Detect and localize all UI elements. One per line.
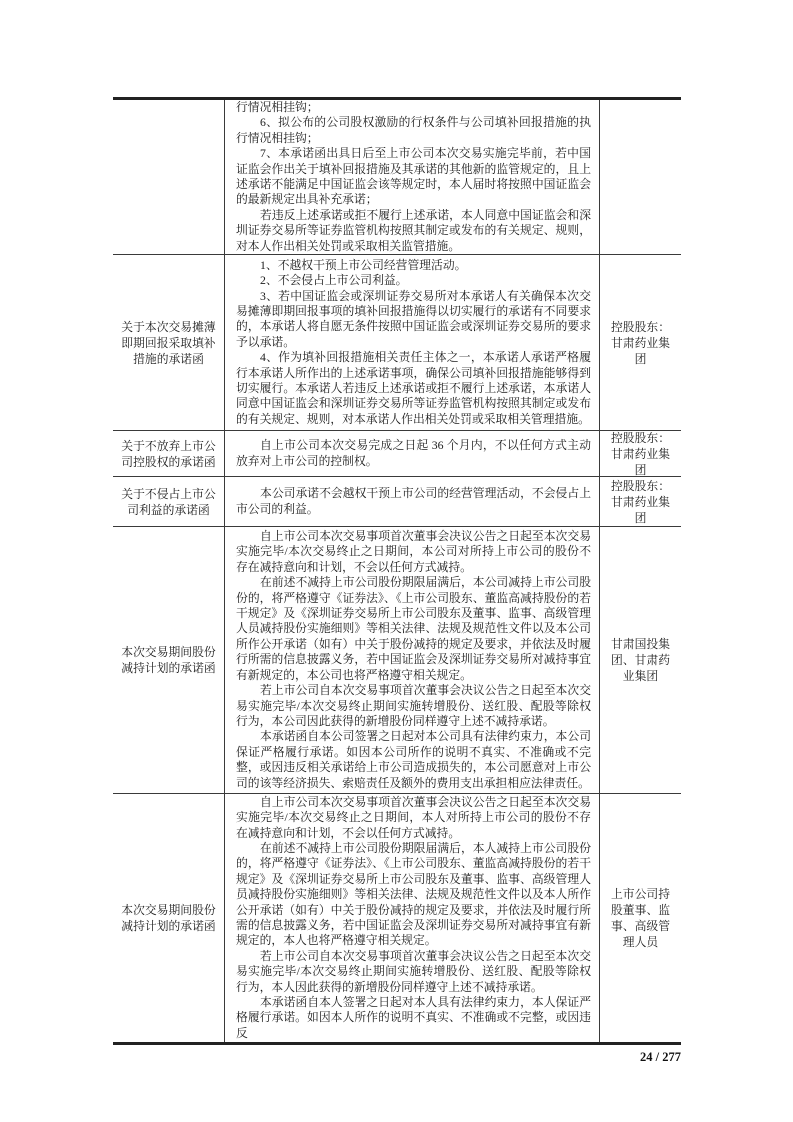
commitment-party: 甘肃国投集团、甘肃药业集团 [611, 637, 670, 683]
table-row [113, 431, 681, 477]
commitment-party-cell [600, 100, 681, 254]
commitment-party: 上市公司持股董事、监事、高级管理人员 [611, 887, 670, 949]
page-number: 24 / 277 [640, 1050, 681, 1064]
content-paragraph: 6、拟公布的公司股权激励的行权条件与公司填补回报措施的执行情况相挂钩； [236, 115, 591, 145]
content-paragraph: 自上市公司本次交易事项首次董事会决议公告之日起至本次交易实施完毕/本次交易终止之日期间，本公司对所持上市公司的股份不存在减持意向和计划，不会以任何方式减持。 [236, 529, 591, 574]
commitment-title: 本次交易期间股份减持计划的承诺函 [121, 903, 216, 933]
commitment-party-cell [600, 794, 681, 1042]
commitment-content-cell [225, 431, 600, 476]
content-paragraph: 行情况相挂钩； [236, 100, 319, 114]
commitment-party-cell [600, 431, 681, 476]
content-paragraph: 若上市公司自本次交易事项首次董事会决议公告之日起至本次交易实施完毕/本次交易终止期间实施转增股份、送红股、配股等除权行为，本公司因此获得的新增股份同样遵守上述不减持承诺。 [236, 683, 591, 728]
commitments-table [113, 97, 681, 1045]
commitment-title: 关于不放弃上市公司控股权的承诺函 [121, 438, 216, 469]
content-paragraph: 在前述不减持上市公司股份期限届满后，本公司减持上市公司股份的，将严格遵守《证券法》、《上市公司股东、董监高减持股份的若干规定》及《深圳证券交易所上市公司股东及董事、监事、高级管理人员减持股份实施细则》等相关法律、法规及规范性文件以及本公司所作公开承诺（如有）中关于股份减持的规定及要求，并依法及时履行所需的信息披露义务，若中国证监会及深圳证券交易所对减持事宜有新规定的，本公司也将严格遵守相关规定。 [236, 575, 591, 682]
commitment-party: 控股股东：甘肃药业集团 [611, 431, 670, 476]
commitment-content-cell [225, 255, 600, 430]
content-paragraph: 本公司承诺不会越权干预上市公司的经营管理活动，不会侵占上市公司的利益。 [236, 486, 591, 516]
commitment-party-cell [600, 477, 681, 526]
commitment-title: 关于不侵占上市公司利益的承诺函 [121, 486, 216, 517]
content-paragraph: 若上市公司自本次交易事项首次董事会决议公告之日起至本次交易实施完毕/本次交易终止期间实施转增股份、送红股、配股等除权行为，本人因此获得的新增股份同样遵守上述不减持承诺。 [236, 948, 591, 994]
commitment-title-cell [113, 100, 225, 254]
content-paragraph: 本承诺函自本公司签署之日起对本公司具有法律约束力，本公司保证严格履行承诺。如因本公司所作的说明不真实、不准确或不完整，或因违反相关承诺给上市公司造成损失的，本公司愿意对上市公司的该等经济损失、索赔责任及额外的费用支出承担相应法律责任。 [236, 729, 591, 790]
commitment-title-cell [113, 794, 225, 1042]
commitment-title: 关于本次交易摊薄即期回报采取填补措施的承诺函 [121, 319, 216, 366]
commitment-party-cell [600, 527, 681, 793]
content-paragraph: 在前述不减持上市公司股份期限届满后，本人减持上市公司股份的，将严格遵守《证券法》、《上市公司股东、董监高减持股份的若干规定》及《深圳证券交易所上市公司股东及董事、监事、高级管理人员减持股份实施细则》等相关法律、法规及规范性文件以及本人所作公开承诺（如有）中关于股份减持的规定及要求，并依法及时履行所需的信息披露义务，若中国证监会及深圳证券交易所对减持事宜有新规定的，本人也将严格遵守相关规定。 [236, 840, 591, 948]
table-row [113, 527, 681, 794]
table-row [113, 100, 681, 255]
commitment-party: 控股股东：甘肃药业集团 [611, 319, 670, 366]
commitment-title-cell [113, 527, 225, 793]
commitment-title-cell [113, 431, 225, 476]
content-paragraph: 7、本承诺函出具日后至上市公司本次交易实施完毕前，若中国证监会作出关于填补回报措施及其承诺的其他新的监管规定的，且上述承诺不能满足中国证监会该等规定时，本人届时将按照中国证监会的最新规定出具补充承诺； [236, 146, 591, 207]
content-paragraph: 1、不越权干预上市公司经营管理活动。 [260, 257, 467, 272]
content-paragraph: 3、若中国证监会或深圳证券交易所对本承诺人有关确保本次交易摊薄即期回报事项的填补回报措施得以切实履行的承诺有不同要求的，本承诺人将自愿无条件按照中国证监会或深圳证券交易所的要求予以承诺。 [236, 288, 591, 349]
commitment-content-cell [225, 527, 600, 793]
commitment-content-cell [225, 100, 600, 254]
commitment-title-cell [113, 255, 225, 430]
content-paragraph: 4、作为填补回报措施相关责任主体之一，本承诺人承诺严格履行本承诺人所作出的上述承诺事项，确保公司填补回报措施能够得到切实履行。本承诺人若违反上述承诺或拒不履行上述承诺，本承诺人同意中国证监会和深圳证券交易所等证券监管机构按照其制定或发布的有关规定、规则，对本承诺人作出相关处罚或采取相关管理措施。 [236, 350, 591, 426]
content-paragraph: 自上市公司本次交易完成之日起 36 个月内，不以任何方式主动放弃对上市公司的控制权。 [236, 438, 591, 468]
content-paragraph: 2、不会侵占上市公司利益。 [260, 273, 408, 288]
content-paragraph: 自上市公司本次交易事项首次董事会决议公告之日起至本次交易实施完毕/本次交易终止之日期间，本人对所持上市公司的股份不存在减持意向和计划，不会以任何方式减持。 [236, 794, 591, 840]
table-row [113, 794, 681, 1042]
commitment-party: 控股股东：甘肃药业集团 [611, 478, 670, 525]
content-paragraph: 本承诺函自本人签署之日起对本人具有法律约束力，本人保证严格履行承诺。如因本人所作的说明不真实、不准确或不完整，或因违反 [236, 995, 591, 1040]
commitment-title: 本次交易期间股份减持计划的承诺函 [121, 645, 216, 675]
table-row [113, 477, 681, 527]
commitment-content-cell [225, 477, 600, 526]
commitment-party-cell [600, 255, 681, 430]
content-paragraph: 若违反上述承诺或拒不履行上述承诺，本人同意中国证监会和深圳证券交易所等证券监管机构按照其制定或发布的有关规定、规则，对本人作出相关处罚或采取相关监管措施。 [236, 207, 591, 253]
commitment-title-cell [113, 477, 225, 526]
table-row [113, 255, 681, 431]
commitment-content-cell [225, 794, 600, 1042]
